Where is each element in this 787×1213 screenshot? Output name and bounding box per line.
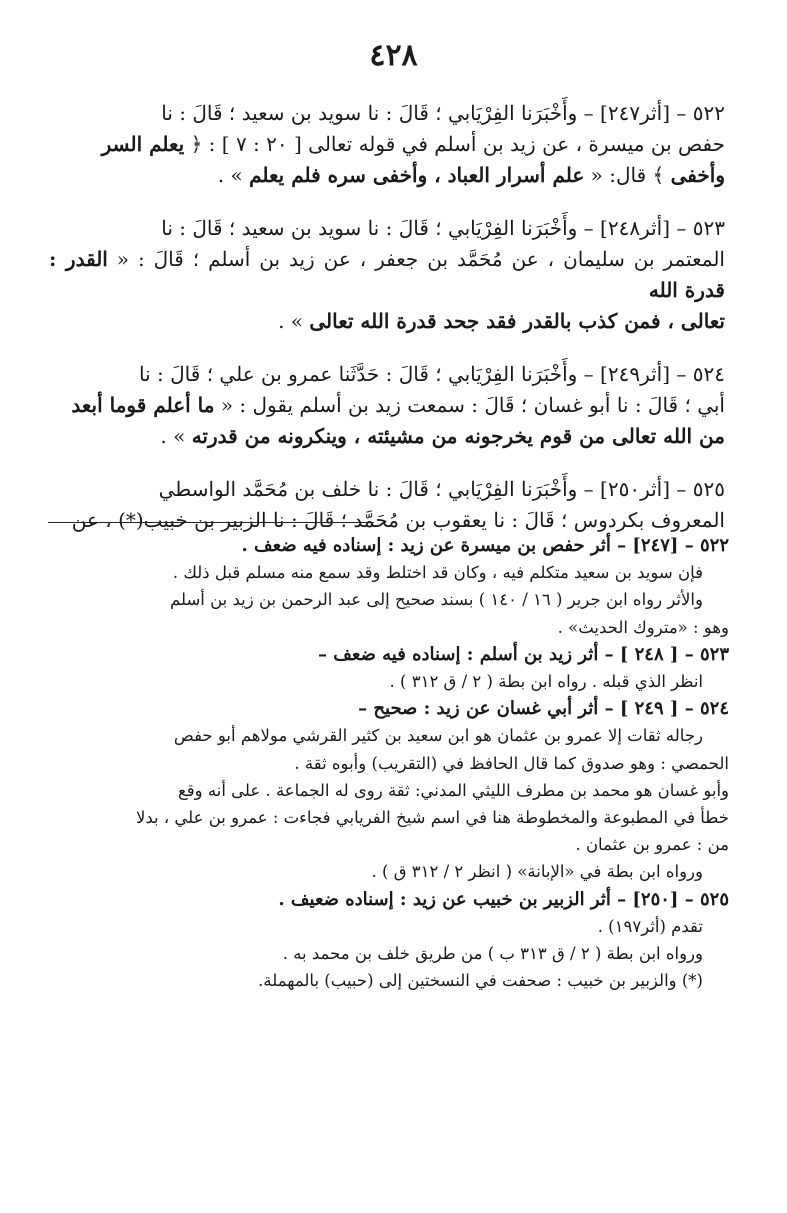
footnote-line: فإن سويد بن سعيد متكلم فيه ، وكان قد اختلط وقد سمع منه مسلم قبل ذلك .: [172, 563, 703, 583]
entry-line: المعتمر بن سليمان ، عن مُحَمَّد بن جعفر ، عن زيد بن أسلم ؛ قَالَ : « القدر : قدرة الله: [49, 247, 725, 302]
footnote-heading: ٥٢٣ – [ ٢٤٨ ] – أثر زيد بن أسلم : إسناده فيه ضعف –: [317, 643, 729, 665]
entry-524: [49, 359, 725, 452]
footnote-line: تقدم (أثر١٩٧) .: [597, 916, 703, 936]
footnote-heading: ٥٢٤ – [ ٢٤٩ ] – أثر أبي غسان عن زيد : صحيح –: [358, 698, 729, 720]
entry-line: أبي ؛ قَالَ : نا أبو غسان ؛ قَالَ : سمعت زيد بن أسلم يقول : « ما أعلم قوما أبعد: [71, 393, 725, 417]
entry-line: ٥٢٤ – [أثر٢٤٩] – وأَخْبَرَنا الفِرْيَابي ؛ قَالَ : حَدَّثَنا عمرو بن علي ؛ قَالَ : نا: [139, 362, 725, 386]
footnote-line: الحمصي : وهو صدوق كما قال الحافظ في (التقريب) وأبوه ثقة .: [294, 753, 729, 773]
footnote-line: رجاله ثقات إلا عمرو بن عثمان هو ابن سعيد بن كثير القرشي مولاهم أبو حفص: [173, 726, 703, 746]
page-number: ٤٢٨: [369, 38, 418, 73]
entry-522: [49, 98, 725, 191]
entry-line: المعروف بكردوس ؛ قَالَ : نا يعقوب بن مُحَمَّد ؛ قَالَ : نا الزبير بن خبيب(*) ، عن: [71, 508, 725, 532]
footnote-line: انظر الذي قبله . رواه ابن بطة ( ٢ / ق ٣١٢ ) .: [389, 672, 703, 692]
footnote-separator: [48, 522, 374, 523]
footnote-line: ورواه ابن بطة ( ٢ / ق ٣١٣ ب ) من طريق خلف بن محمد به .: [282, 944, 703, 964]
footnote-line: من : عمرو بن عثمان .: [575, 835, 729, 855]
footnote-line: خطأ في المطبوعة والمخطوطة هنا في اسم شيخ الفريابي فجاءت : عمرو بن علي ، بدلا: [135, 808, 729, 828]
footnotes: [39, 532, 729, 994]
footnote-line: وهو : «متروك الحديث» .: [557, 617, 729, 637]
footnote-line: (*) والزبير بن خبيب : صحفت في النسختين إلى (حبيب) بالمهملة.: [258, 971, 703, 991]
entry-line: ٥٢٥ – [أثر٢٥٠] – وأَخْبَرَنا الفِرْيَابي ؛ قَالَ : نا خلف بن مُحَمَّد الواسطي: [158, 477, 725, 501]
entry-523: [49, 213, 725, 337]
footnote-line: والأثر رواه ابن جرير ( ١٦ / ١٤٠ ) بسند صحيح إلى عبد الرحمن بن زيد بن أسلم: [170, 590, 703, 610]
footnote-heading: ٥٢٥ – [٢٥٠] – أثر الزبير بن خبيب عن زيد : إسناده ضعيف .: [278, 888, 729, 910]
footnote-heading: ٥٢٢ – [٢٤٧] – أثر حفص بن ميسرة عن زيد : إسناده فيه ضعف .: [241, 535, 729, 556]
entry-line: تعالى ، فمن كذب بالقدر فقد جحد قدرة الله تعالى » .: [278, 309, 725, 333]
main-text: [49, 98, 725, 558]
entry-line: ٥٢٣ – [أثر٢٤٨] – وأَخْبَرَنا الفِرْيَابي ؛ قَالَ : نا سويد بن سعيد ؛ قَالَ : نا: [161, 216, 725, 240]
entry-line: حفص بن ميسرة ، عن زيد بن أسلم في قوله تعالى [ ٢٠ : ٧ ] : ﴿ يعلم السر: [101, 132, 725, 156]
footnote-line: ورواه ابن بطة في «الإبانة» ( انظر ٢ / ٣١٢ ق ) .: [371, 862, 703, 882]
entry-525: [49, 474, 725, 536]
footnote-line: وأبو غسان هو محمد بن مطرف الليثي المدني: ثقة روى له الجماعة . على أنه وقع: [178, 780, 729, 800]
entry-line: ٥٢٢ – [أثر٢٤٧] – وأَخْبَرَنا الفِرْيَابي ؛ قَالَ : نا سويد بن سعيد ؛ قَالَ : نا: [161, 101, 725, 125]
entry-line: من الله تعالى من قوم يخرجونه من مشيئته ، وينكرونه من قدرته » .: [160, 424, 725, 448]
entry-line: وأخفى ﴾ قال: « علم أسرار العباد ، وأخفى سره فلم يعلم » .: [217, 163, 725, 187]
